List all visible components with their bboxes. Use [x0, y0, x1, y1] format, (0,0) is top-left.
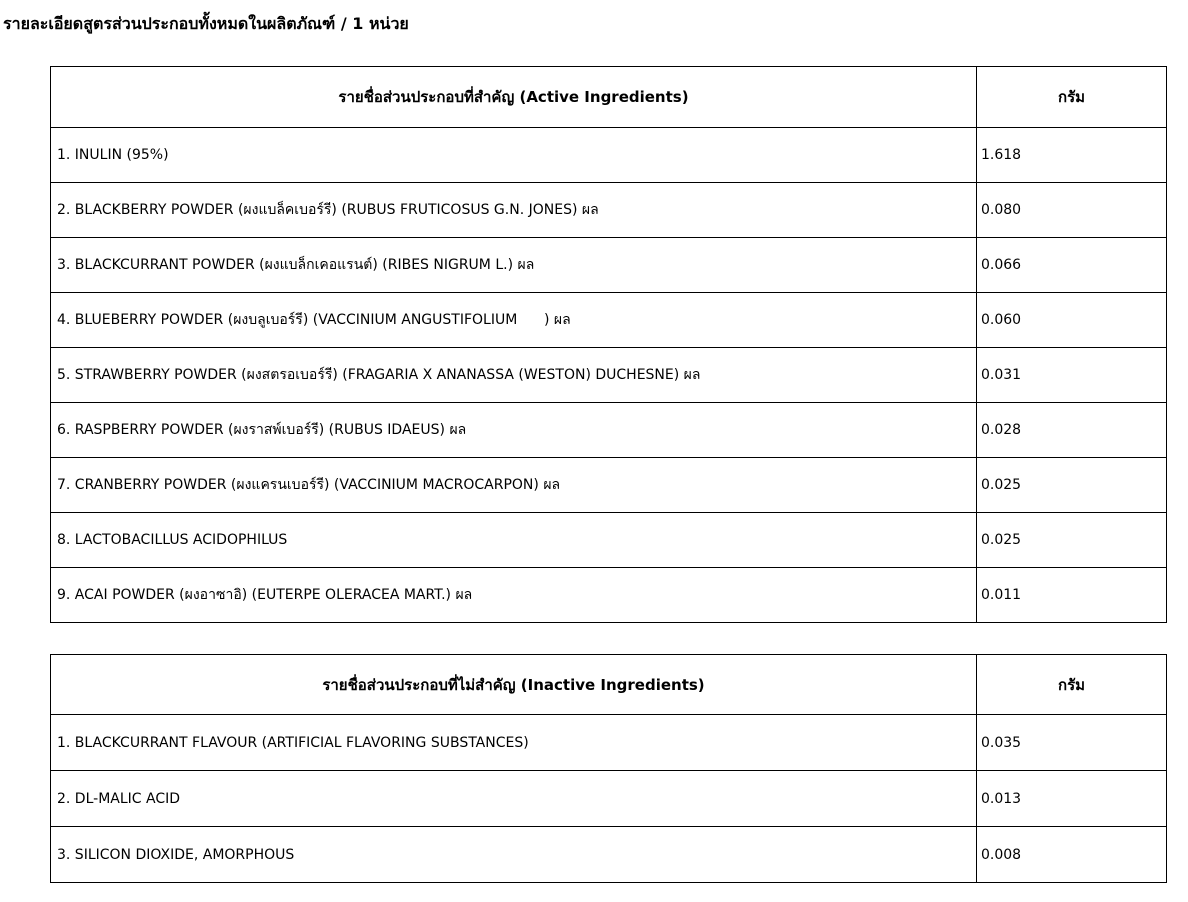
table-row — [51, 183, 1167, 238]
ingredient-name: 4. BLUEBERRY POWDER (ผงบลูเบอร์รี) (VACCINIUM ANGUSTIFOLIUM ) ผล — [51, 293, 977, 348]
document-title: รายละเอียดสูตรส่วนประกอบทั้งหมดในผลิตภัณฑ์ / 1 หน่วย — [3, 14, 409, 33]
ingredient-name-header: รายชื่อส่วนประกอบที่สำคัญ (Active Ingredients) — [51, 67, 977, 128]
ingredient-name: 8. LACTOBACILLUS ACIDOPHILUS — [51, 513, 977, 568]
table-row — [51, 771, 1167, 827]
ingredient-name: 3. SILICON DIOXIDE, AMORPHOUS — [51, 827, 977, 883]
ingredient-name: 9. ACAI POWDER (ผงอาซาอิ) (EUTERPE OLERACEA MART.) ผล — [51, 568, 977, 623]
ingredient-name: 1. BLACKCURRANT FLAVOUR (ARTIFICIAL FLAVORING SUBSTANCES) — [51, 715, 977, 771]
ingredient-name: 2. DL-MALIC ACID — [51, 771, 977, 827]
ingredient-name: 5. STRAWBERRY POWDER (ผงสตรอเบอร์รี) (FRAGARIA X ANANASSA (WESTON) DUCHESNE) ผล — [51, 348, 977, 403]
ingredient-amount: 1.618 — [977, 128, 1167, 183]
table-header-row — [51, 655, 1167, 715]
table-row — [51, 128, 1167, 183]
ingredient-amount: 0.066 — [977, 238, 1167, 293]
ingredient-name-header: รายชื่อส่วนประกอบที่ไม่สำคัญ (Inactive Ingredients) — [51, 655, 977, 715]
table-row — [51, 293, 1167, 348]
ingredient-amount: 0.028 — [977, 403, 1167, 458]
ingredient-amount: 0.035 — [977, 715, 1167, 771]
table-row — [51, 238, 1167, 293]
table-row — [51, 348, 1167, 403]
amount-header: กรัม — [977, 67, 1167, 128]
ingredient-amount: 0.008 — [977, 827, 1167, 883]
ingredient-amount: 0.011 — [977, 568, 1167, 623]
ingredient-amount: 0.031 — [977, 348, 1167, 403]
ingredient-amount: 0.025 — [977, 458, 1167, 513]
ingredient-amount: 0.060 — [977, 293, 1167, 348]
ingredient-amount: 0.080 — [977, 183, 1167, 238]
inactive-ingredients-table — [50, 654, 1167, 883]
table-row — [51, 715, 1167, 771]
table-row — [51, 568, 1167, 623]
table-row — [51, 513, 1167, 568]
ingredient-name: 1. INULIN (95%) — [51, 128, 977, 183]
ingredient-name: 6. RASPBERRY POWDER (ผงราสพ์เบอร์รี) (RUBUS IDAEUS) ผล — [51, 403, 977, 458]
ingredient-amount: 0.025 — [977, 513, 1167, 568]
table-row — [51, 827, 1167, 883]
active-ingredients-table — [50, 66, 1167, 623]
table-header-row — [51, 67, 1167, 128]
table-row — [51, 403, 1167, 458]
ingredient-name: 3. BLACKCURRANT POWDER (ผงแบล็กเคอแรนต์) (RIBES NIGRUM L.) ผล — [51, 238, 977, 293]
ingredient-amount: 0.013 — [977, 771, 1167, 827]
ingredient-name: 2. BLACKBERRY POWDER (ผงแบล็คเบอร์รี) (RUBUS FRUTICOSUS G.N. JONES) ผล — [51, 183, 977, 238]
ingredient-name: 7. CRANBERRY POWDER (ผงแครนเบอร์รี) (VACCINIUM MACROCARPON) ผล — [51, 458, 977, 513]
table-row — [51, 458, 1167, 513]
amount-header: กรัม — [977, 655, 1167, 715]
